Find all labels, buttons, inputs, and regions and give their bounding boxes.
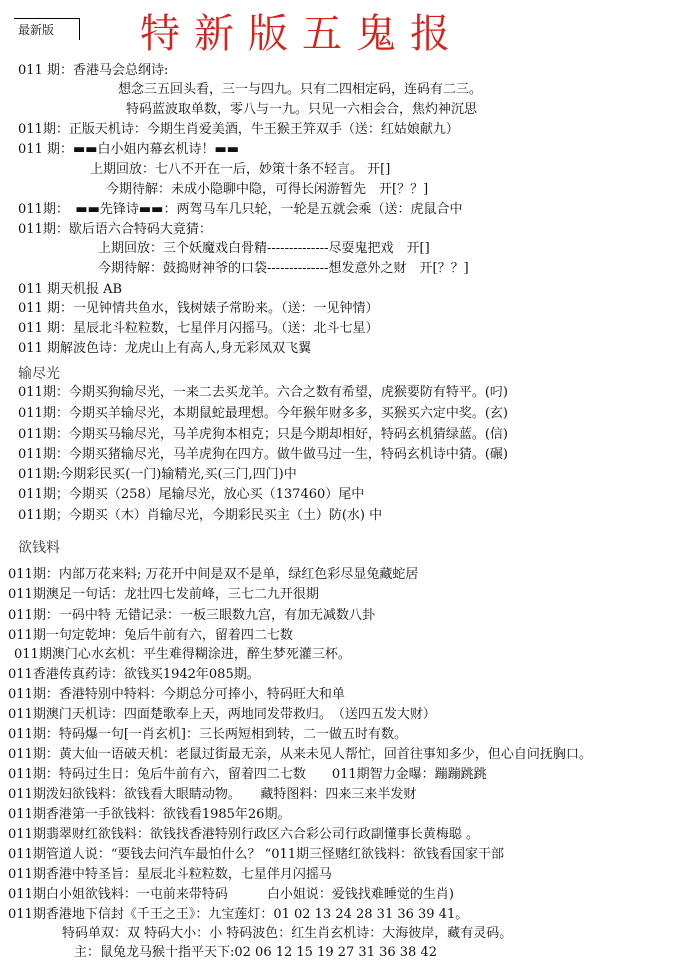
- text-line: 011期：今期买狗输尽光，一来二去买龙羊。六合之数有希望，虎猴要防有特平。(叼): [18, 385, 508, 400]
- edition-badge: 最新版: [14, 18, 80, 40]
- text-line: 上期回放：七八不开在一后，妙策十条不轻言。 开[]: [90, 162, 391, 177]
- text-line: 011期：正版天机诗：今期生肖爱美酒，牛王猴王笄双手（送：红姑娘献九）: [18, 122, 459, 137]
- text-line: 想念三五回头看，三一与四九。只有二四相定码，连码有二三。: [118, 82, 483, 97]
- text-line: 今期待解：未成小隐聊中隐，可得长闲游暂先 开[？？]: [106, 182, 429, 197]
- text-line: 011 期：▬▬白小姐内幕玄机诗！▬▬: [18, 142, 240, 157]
- text-line: 011期翡翠财红欲钱料：欲钱找香港特别行政区六合彩公司行政副懂事长黄梅聪 。: [8, 827, 479, 842]
- text-line: 011香港传真药诗：欲钱买1942年085期。: [8, 667, 260, 682]
- text-line: 011期：今期买羊输尽光，本期鼠蛇最理想。今年猴年财多多，买猴买六定中奖。(玄): [18, 406, 508, 421]
- text-line: 011期：今期买马输尽光，马羊虎狗本相克；只是今期却相好，特码玄机猜绿蓝。(信): [18, 427, 508, 442]
- text-line: 011 期：香港马会总纲诗:: [18, 63, 169, 78]
- text-line: 011期：香港特别中特料：今期总分可捧小，特码旺大和单: [8, 687, 345, 702]
- text-line: 011期：黄大仙一语破天机：老鼠过街最无亲，从来未见人帮忙，回首往事知多少，但心自问抚胸口。: [8, 747, 592, 762]
- text-line: 011期：内部万花来料; 万花开中间是双不是单，绿红色彩尽显兔藏蛇居: [8, 567, 419, 582]
- text-line: 011期：今期买猪输尽光，马羊虎狗在四方。做牛做马过一生，特码玄机诗中猜。(碾): [18, 447, 508, 462]
- section-heading: 输尽光: [18, 366, 60, 382]
- text-line: 011期澳足一句话：龙壮四七发前峰，三七二九开很期: [8, 587, 319, 602]
- text-line: 今期待解：鼓捣财神爷的口袋--------------想发意外之财 开[？？]: [98, 261, 469, 276]
- text-line: 011期香港中特圣旨：星辰北斗粒粒数，七星伴月闪摇马: [8, 867, 332, 882]
- text-line: 011期香港地下信封《千王之王》：九宝莲灯：01 02 13 24 28 31 36 39 41。: [8, 907, 469, 922]
- text-line: 011期香港第一手欲钱料：欲钱看1985年26期。: [8, 807, 291, 822]
- text-line: 011期白小姐欲钱料：一屯前来带特码 白小姐说：爱钱找难睡觉的生肖): [8, 887, 454, 902]
- text-line: 011期：特码过生日：兔后牛前有六，留着四二七数 011期智力金曝：蹦蹦跳跳: [8, 767, 487, 782]
- text-line: 011期管道人说：“要钱去问汽车最怕什么？ “011期三怪赌红欲钱料：欲钱看国家干部: [8, 847, 505, 862]
- section-heading: 欲钱料: [18, 540, 60, 556]
- text-line: 011期：一码中特 无错记录：一板三眼数九宫，有加无减数八卦: [8, 608, 375, 623]
- text-line: 011 期：星辰北斗粒粒数，七星伴月闪摇马。（送：北斗七星）: [18, 321, 379, 336]
- text-line: 011 期：一见钟情共鱼水，钱树婊子常盼来。（送：一见钟情）: [18, 301, 379, 316]
- text-line: 特码单双：双 特码大小：小 特码波色：红生肖玄机诗：大海彼岸，藏有灵码。: [62, 926, 513, 941]
- text-line: 011期：歇后语六合特码大竟猜：: [18, 222, 212, 237]
- text-line: 上期回放：三个妖魔戏白骨精--------------尽耍鬼把戏 开[]: [98, 241, 430, 256]
- page-title: 特新版五鬼报: [140, 11, 464, 57]
- text-line: 主：鼠兔龙马猴十指平天下:02 06 12 15 19 27 31 36 38 42: [74, 945, 437, 960]
- text-line: 011期：特码爆一句[一肖玄机]：三长两短相到转，二一做五时有数。: [8, 727, 407, 742]
- text-line: 特码蓝波取单数，零八与一九。只见一六相会合，焦灼神沉思: [126, 102, 478, 117]
- text-line: 011期；今期买（258）尾输尽光，放心买（137460）尾中: [18, 487, 365, 502]
- text-line: 011 期解波色诗：龙虎山上有高人,身无彩凤双飞翼: [18, 341, 312, 356]
- text-line: 011期： ▬▬先锋诗▬▬：两驾马车几只轮，一轮是五就会乘（送：虎鼠合中: [18, 202, 463, 217]
- text-line: 011期；今期买（木）肖输尽光，今期彩民买主（土）防(水) 中: [18, 508, 383, 523]
- text-line: 011期:今期彩民买(一门)输精光,买(三门,四门)中: [18, 467, 297, 482]
- text-line: 011期泼妇欲钱料：欲钱看大眼睛动物。 藏特图料：四来三来半发财: [8, 787, 417, 802]
- text-line: 011期澳门天机诗：四面楚歌奉上天，两地同发带救归。 （送四五发大财）: [8, 707, 436, 722]
- text-line: 011 期天机报 AB: [18, 282, 123, 297]
- text-line: 011期一句定乾坤：兔后牛前有六，留着四二七数: [8, 628, 293, 643]
- text-line: 011期澳门心水玄机：平生难得糊涂进，醉生梦死灌三杯。: [14, 647, 351, 662]
